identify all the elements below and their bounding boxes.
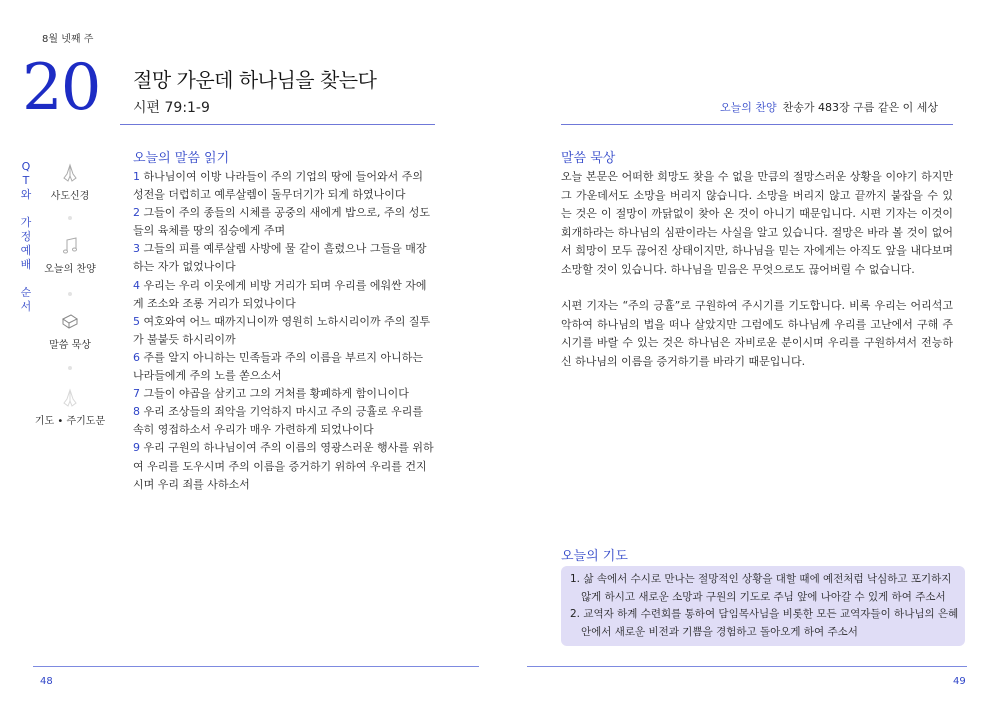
footer-rule-right (527, 666, 967, 667)
verse: 1 하나님이여 이방 나라들이 주의 기업의 땅에 들어와서 주의 성전을 더럽히고 예루살렘이 돌무더기가 되게 하였나이다 (133, 170, 423, 202)
step-separator-dot (68, 216, 72, 220)
step-separator-dot (68, 366, 72, 370)
step-label: 말씀 묵상 (49, 340, 91, 351)
day-number: 20 (22, 51, 100, 125)
side-tab-char: 가 (20, 216, 32, 229)
praying-hands-icon (60, 388, 80, 408)
side-tab-char: 예 (20, 244, 32, 257)
week-label: 8월 넷째 주 (42, 34, 94, 45)
meditation-heading: 말씀 묵상 (561, 151, 616, 166)
prayer-list (570, 571, 960, 641)
header-rule-left (120, 124, 435, 125)
step-word-meditation (35, 312, 105, 351)
side-tab-gap (20, 202, 32, 216)
verse: 3 그들의 피를 예루살렘 사방에 물 같이 흘렸으나 그들을 매장하는 자가 없었나이다 (133, 242, 427, 274)
side-tab-qt-family-worship-order (20, 160, 32, 314)
footer-rule-left (33, 666, 479, 667)
verse: 5 여호와여 어느 때까지니이까 영원히 노하시리이까 주의 질투가 불붙듯 하시리이까 (133, 314, 431, 346)
praying-hands-icon (60, 163, 80, 183)
prayer-box (561, 566, 965, 646)
prayer-item: 1. 삶 속에서 수시로 만나는 절망적인 상황을 대할 때에 예전처럼 낙심하고 포기하지 않게 하시고 새로운 소망과 구원의 기도로 주님 앞에 나아갈 수 있게 하여 주소서 (570, 573, 952, 603)
meditation-paragraph: 시편 기자는 “주의 긍휼”로 구원하여 주시기를 기도합니다. 비록 우리는 어리석고 악하여 하나님의 법을 떠나 살았지만 그럼에도 하나님께 우리를 고난에서 구해 주시기를 바랄 수 있는 것은 하나님은 자비로운 분이시며 우리를 구원하셔서 전능하신 하나님의 이름을 증거하기를 바라기 때문입니다. (561, 299, 953, 368)
page-title: 절망 가운데 하나님을 찾는다 (133, 68, 377, 92)
verse: 8 우리 조상들의 죄악을 기억하지 마시고 주의 긍휼로 우리를 속히 영접하소서 우리가 매우 가련하게 되었나이다 (133, 405, 423, 437)
side-tab-char: 순 (20, 286, 32, 299)
side-tab-char: Q (21, 160, 31, 173)
page-number-right: 49 (953, 676, 966, 687)
verse: 7 그들이 야곱을 삼키고 그의 거처를 황폐하게 함이니이다 (133, 387, 409, 401)
step-label: 오늘의 찬양 (44, 264, 96, 275)
side-tab-gap (20, 272, 32, 286)
scripture-reference: 시편 79:1-9 (133, 100, 210, 116)
bible-book-icon (60, 312, 80, 332)
verse: 9 우리 구원의 하나님이여 주의 이름의 영광스러운 행사를 위하여 우리를 도우시며 주의 이름을 증거하기 위하여 우리를 건지시며 우리 죄를 사하소서 (133, 441, 434, 491)
side-tab-char: 와 (20, 188, 32, 201)
step-todays-hymn (35, 236, 105, 275)
hymn-label: 오늘의 찬양 (719, 101, 777, 114)
page-number-left: 48 (40, 676, 53, 687)
prayer-heading: 오늘의 기도 (561, 549, 628, 564)
meditation-body (561, 168, 953, 389)
step-separator-dot (68, 292, 72, 296)
reading-heading: 오늘의 말씀 읽기 (133, 151, 230, 166)
verse: 6 주를 알지 아니하는 민족들과 주의 이름을 부르지 아니하는 나라들에게 주의 노를 쏟으소서 (133, 350, 423, 383)
step-prayer-lords-prayer (30, 388, 110, 427)
todays-hymn (720, 99, 938, 115)
scripture-reading (133, 168, 435, 494)
side-tab-char: 서 (20, 300, 32, 313)
verse: 4 우리는 우리 이웃에게 비방 거리가 되며 우리를 에워싼 자에게 조소와 조롱 거리가 되었나이다 (133, 278, 427, 310)
verse: 2 그들이 주의 종들의 시체를 공중의 새에게 밥으로, 주의 성도들의 육체를 땅의 짐승에게 주며 (133, 206, 430, 238)
hymn-value: 찬송가 483장 구름 같은 이 세상 (782, 101, 938, 114)
music-note-icon (60, 236, 80, 256)
step-apostles-creed (35, 163, 105, 202)
side-tab-char: 정 (20, 230, 32, 243)
side-tab-char: 배 (20, 258, 32, 271)
side-tab-char: T (22, 174, 30, 187)
step-label: 기도 • 주기도문 (34, 416, 106, 427)
step-label: 사도신경 (50, 191, 90, 202)
header-rule-right (561, 124, 953, 125)
prayer-item: 2. 교역자 하계 수련회를 통하여 담임목사님을 비롯한 모든 교역자들이 하나님의 은혜 안에서 새로운 비전과 기쁨을 경험하고 돌아오게 하여 주소서 (570, 608, 959, 638)
meditation-paragraph: 오늘 본문은 어떠한 희망도 찾을 수 없을 만큼의 절망스러운 상황을 이야기 하지만 그 가운데서도 소망을 버리지 않습니다. 소망을 버리지 않고 끝까지 붙잡을 수 있는 것은 이 절망이 까닭없이 찾아 온 것이 아니기 때문입니다. 시편 기자는 이것이 회개하라는 하나님의 심판이라는 사실을 알고 있습니다. 절망은 바라 볼 것이 없어서 희망이 모두 끊어진 상태이지만, 하나님을 믿는 자에게는 아직도 앞을 내다보며 소망할 것이 있습니다. 하나님을 믿음은 무엇으로도 끊어버릴 수 없습니다. (561, 170, 953, 276)
